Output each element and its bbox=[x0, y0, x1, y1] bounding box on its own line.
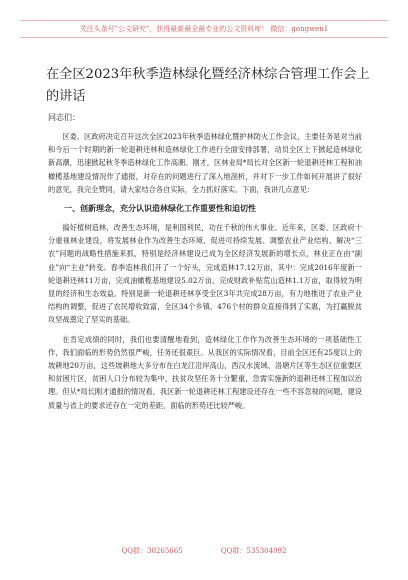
document-body bbox=[48, 130, 362, 418]
paragraph-challenges: 在肯定成绩的同时，我们也要清醒地看到，造林绿化工作作为改善生态环境的一项基础性工作，我们面临的形势仍然很严峻，任务还很艰巨。从我区的实际情况看，目前全区还有25度以上的坡耕地20万亩，这些坡耕地大多分布在白龙江沿岸高山，西汉水流域、洛塘片区等生态区位重要区和贫困片区，贫困人口分布较为集中，扶贫攻坚任务十分繁重，急需实施新的退耕还林工程加以治理。但从*局长刚才通报的情况看，我区新一轮退耕还林工程建设还存在一些不容忽视的问题，建设质量与省上的要求还存在一定的差距，面临的形势还比较严峻。 bbox=[48, 334, 362, 410]
footer-qq-group-2: QQ群：535304092 bbox=[220, 547, 287, 555]
section-heading: 一、创新理念，充分认识造林绿化工作重要性和迫切性 bbox=[64, 203, 256, 214]
salutation: 同志们： bbox=[48, 113, 80, 122]
footer bbox=[0, 546, 408, 556]
footer-qq-group-1: QQ群：30265665 bbox=[121, 547, 183, 555]
header-banner: 关注头条号"公文研究"，获得最新最全最专业的公文资料库！ 微信：gongwen1 bbox=[20, 20, 388, 38]
paragraph-achievements: 搞好植树造林，改善生态环境，是利国利民，功在千秋的伟大事业。近年来，区委、区政府十分重视林业建设，将发展林业作为改善生态环境、促进可持续发展、调整农业产业结构、解决“三农”问题的战略性措施来抓，特别是经济林建设已成为全区经济发展新的增长点，林业正在由“副业”向“主业”转变。春季造林我们开了一个好头，完成造林17.12万亩，其中：完成2016年度新一轮退耕还林11万亩，完成油橄榄基地建设5.02万亩、完成财政补贴荒山造林1.1万亩，取得较为明显的经济和生态效益。特别是新一轮退耕还林享受全区3年共完成28万亩，有力地推进了农业产业结构的调整，促进了农民增收致富，全区34个乡镇、476个村的群众直接得到了实惠，为打赢脱贫攻坚战奠定了坚实的基础。 bbox=[48, 223, 362, 325]
paragraph-intro: 区委、区政府决定召开这次全区2023年秋季造林绿化暨护林防火工作会议，主要任务是对当前和今后一个时期的新一轮退耕还林和造林绿化工作进行全面安排部署，动员全区上下掀起造林绿化新高潮，迅速掀起秋冬季造林绿化工作高潮。刚才，区林业局*局长对全区新一轮退耕还林工程和油橄榄基地建设情况作了通报，对存在的问题进行了深入地剖析，并对下一步工作如何开展讲了很好的意见，我完全赞同，请大家结合各自实际，全力抓好落实。下面，我讲几点意见： bbox=[48, 132, 362, 194]
document-title: 在全区2023年秋季造林绿化暨经济林综合管理工作会上的讲话 bbox=[46, 67, 370, 104]
